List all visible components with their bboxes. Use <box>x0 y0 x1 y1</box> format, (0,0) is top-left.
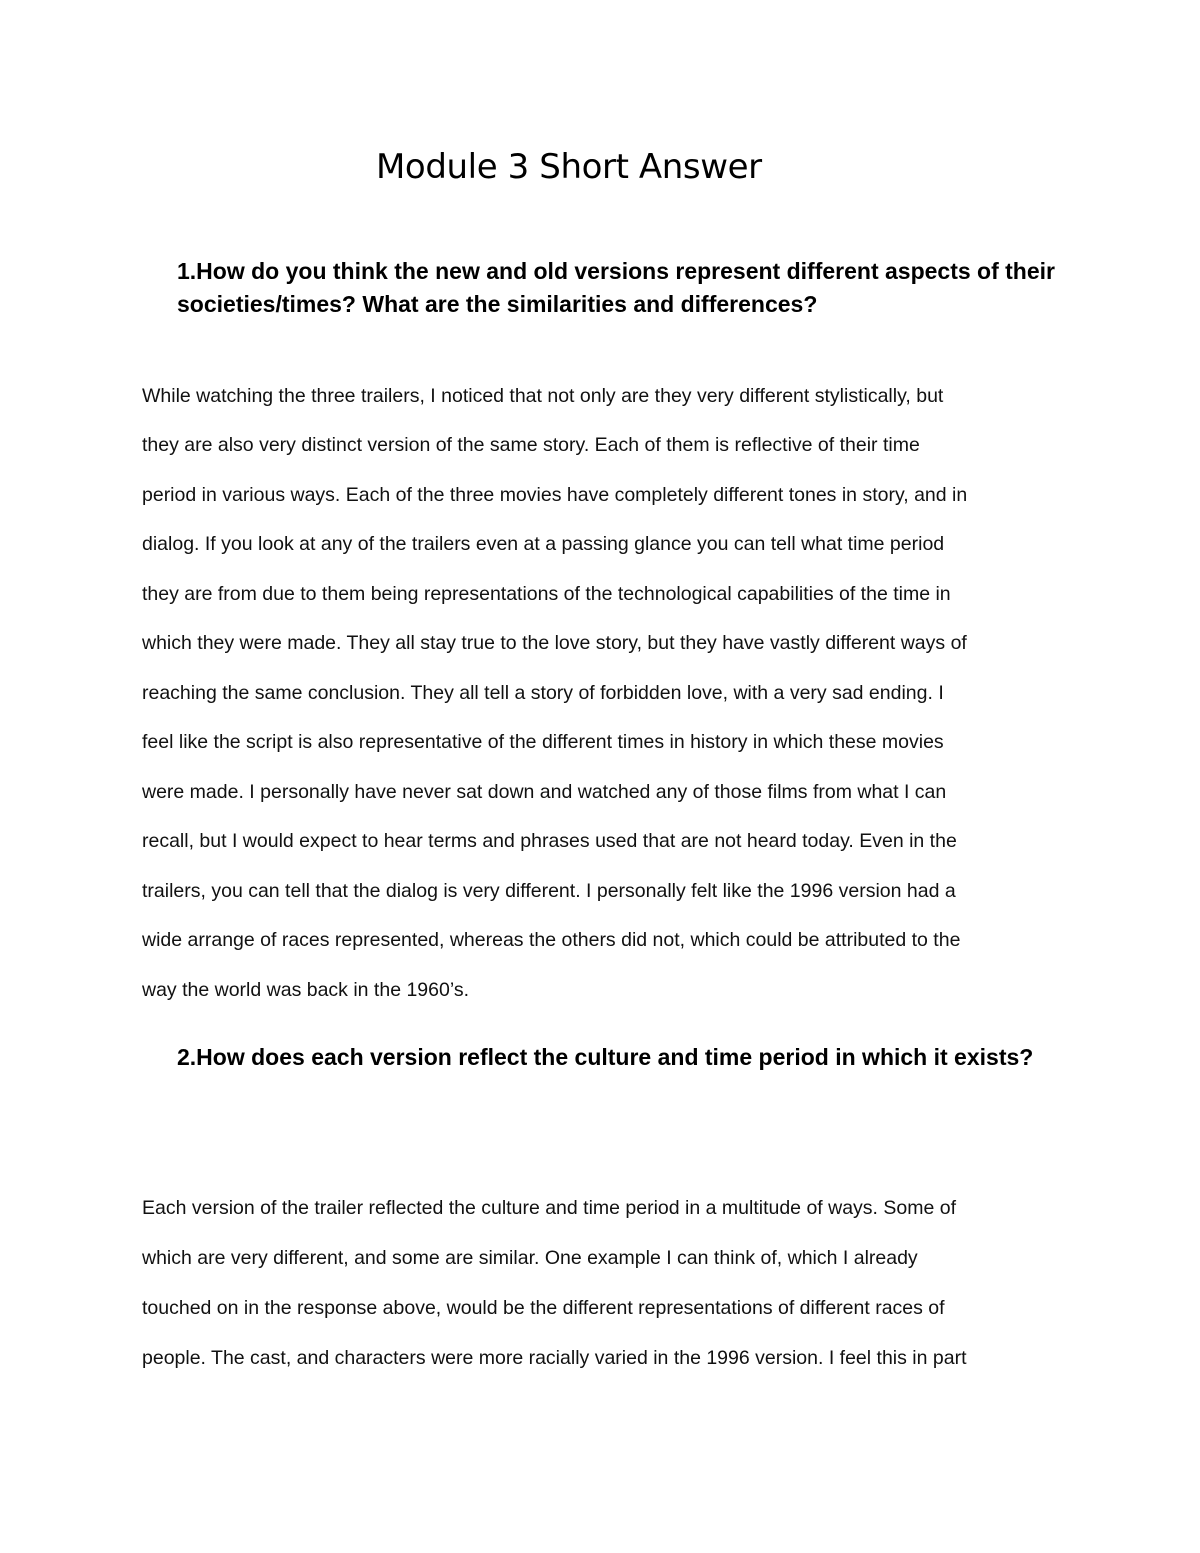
question-1: 1.How do you think the new and old versions represent different aspects of their societies/times? What are the similarities and differences? <box>177 258 1055 317</box>
answer-1-line: recall, but I would expect to hear terms and phrases used that are not heard today. Even in the <box>142 830 957 852</box>
answer-1-line: they are from due to them being representations of the technological capabilities of the time in <box>142 583 951 605</box>
answer-1-line: which they were made. They all stay true to the love story, but they have vastly different ways of <box>142 632 967 654</box>
answer-1-line: were made. I personally have never sat down and watched any of those films from what I can <box>142 781 947 803</box>
answer-2-line: Each version of the trailer reflected the culture and time period in a multitude of ways. Some of <box>142 1197 957 1219</box>
answer-1-line: dialog. If you look at any of the trailers even at a passing glance you can tell what time period <box>142 533 945 555</box>
answer-1-line: they are also very distinct version of the same story. Each of them is reflective of their time <box>142 434 920 456</box>
answer-1-line: wide arrange of races represented, whereas the others did not, which could be attributed to the <box>142 929 961 951</box>
answer-2-line: touched on in the response above, would be the different representations of different races of <box>142 1297 945 1319</box>
answer-1-line: reaching the same conclusion. They all tell a story of forbidden love, with a very sad ending. I <box>142 682 944 704</box>
answer-1-line: way the world was back in the 1960’s. <box>142 979 469 1001</box>
answer-1-line: While watching the three trailers, I noticed that not only are they very different stylistically, but <box>142 385 944 407</box>
answer-1-line: trailers, you can tell that the dialog is very different. I personally felt like the 1996 version had a <box>142 880 956 902</box>
document-title: Module 3 Short Answer <box>376 147 762 187</box>
answer-1-line: period in various ways. Each of the three movies have completely different tones in story, and in <box>142 484 968 506</box>
answer-2-line: which are very different, and some are similar. One example I can think of, which I already <box>142 1247 918 1269</box>
answer-1-line: feel like the script is also representative of the different times in history in which these movies <box>142 731 944 753</box>
answer-2-line: people. The cast, and characters were more racially varied in the 1996 version. I feel this in part <box>142 1347 967 1369</box>
question-2: 2.How does each version reflect the culture and time period in which it exists? <box>177 1044 1034 1070</box>
